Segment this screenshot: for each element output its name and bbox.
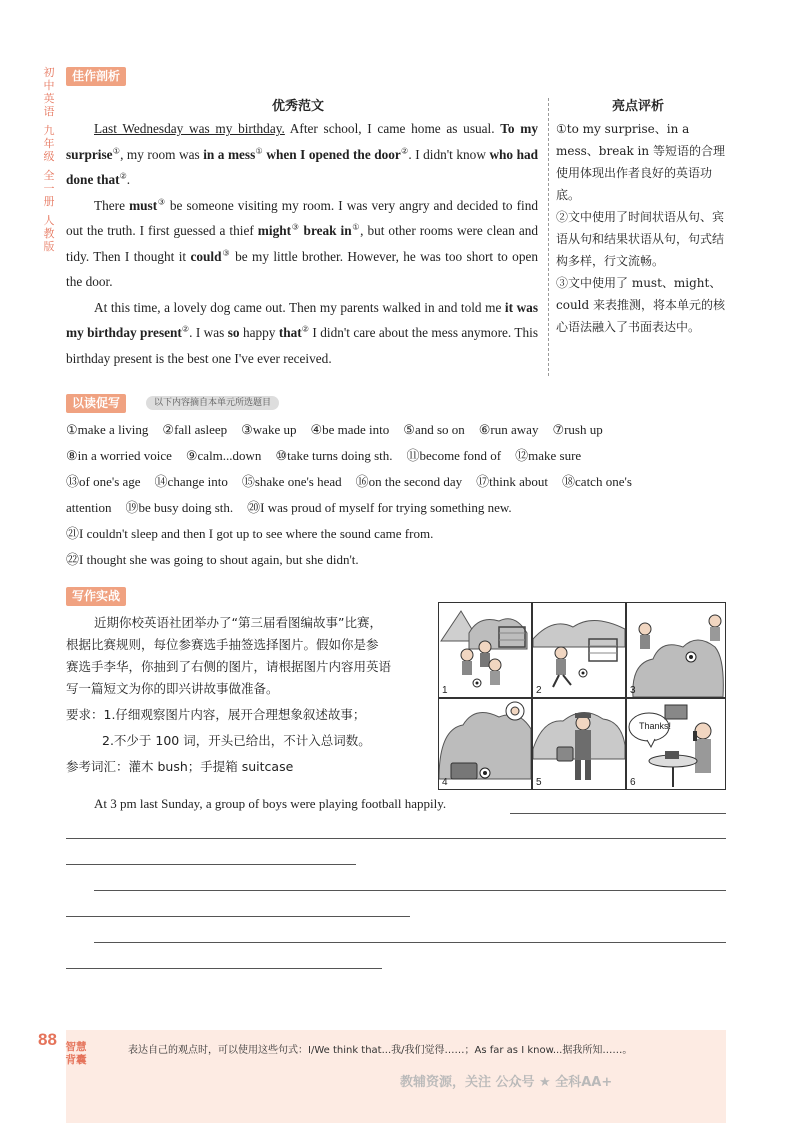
- section-note: 以下内容摘自本单元所选题目: [146, 396, 279, 410]
- section-tag-read-to-write: 以读促写: [66, 394, 126, 413]
- side-label: 初 中 英 语 九 年 级 全 一 册 人 教 版: [43, 66, 55, 253]
- panel-number: 6: [630, 777, 636, 788]
- highlight-comments: [556, 118, 728, 338]
- panel-number: 5: [536, 777, 542, 788]
- model-essay: [66, 116, 538, 371]
- suitcase-in-bushes-illustration: [439, 699, 531, 789]
- story-opening: At 3 pm last Sunday, a group of boys were playing football happily.: [94, 796, 447, 811]
- writing-line[interactable]: [66, 968, 382, 969]
- comment-item: ②文中使用了时间状语从句、宾语从句和结果状语从句，句式结构多样，行文流畅。: [556, 210, 725, 268]
- column-divider: [548, 98, 549, 376]
- panel-number: 2: [536, 685, 542, 696]
- phrase-row: ㉑I couldn't sleep and then I got up to see where the sound came from.: [66, 526, 434, 541]
- phrase-row: ㉒I thought she was going to shout again, but she didn't.: [66, 552, 359, 567]
- panel-number: 3: [630, 685, 636, 696]
- writing-line[interactable]: [94, 942, 726, 943]
- policeman-illustration: [533, 699, 625, 789]
- writing-line[interactable]: [510, 813, 726, 814]
- phrase-row: ①make a living ②fall asleep ③wake up ④be made into ⑤and so on ⑥run away ⑦rush up: [66, 422, 603, 437]
- comment-item: ①to my surprise、in a mess、break in 等短语的合理使用体现出作者良好的英语功底。: [556, 122, 725, 202]
- page-number: 88: [38, 1030, 57, 1049]
- task-instructions: 近期你校英语社团举办了“第三届看图编故事”比赛， 根据比赛规则，每位参赛选手抽签选择图片。假如你是参 赛选手李华，你抽到了右侧的图片，请根据图片内容用英语 写一篇短文为你的即兴讲故事做准备。 要求：1.仔细观察图片内容，展开合理想象叙述故事； 2.不少于 100 词，开头已给出，不计入总词数。 参考词汇：灌木 bush；手提箱 suitcase: [66, 615, 392, 774]
- phone-call-illustration: [627, 699, 725, 789]
- boys-playing-football-illustration: [439, 603, 531, 697]
- comment-heading: 亮点评析: [612, 99, 665, 114]
- comment-item: ③文中使用了 must、might、could 来表推测，将本单元的核心语法融入了书面表达中。: [556, 276, 726, 334]
- phrase-row: ⑬of one's age ⑭change into ⑮shake one's head ⑯on the second day ⑰think about ⑱catch one's: [66, 474, 632, 489]
- story-picture-grid: [438, 602, 726, 788]
- story-panel-5: [532, 698, 626, 790]
- wisdom-bag-logo: 智慧背囊: [65, 1041, 87, 1066]
- panel-number: 4: [442, 777, 448, 788]
- writing-line[interactable]: [66, 838, 726, 839]
- story-panel-4: [438, 698, 532, 790]
- writing-line[interactable]: [66, 916, 410, 917]
- writing-line[interactable]: [94, 890, 726, 891]
- watermark: 教辅资源，关注 公众号 ★ 全科AA+: [400, 1075, 613, 1090]
- essay-paragraph-3: At this time, a lovely dog came out. Then my parents walked in and told me it was my birthday present②. I was so happy that② I didn't care about the mess anymore. This birthday present is the best one I've ever received.: [66, 299, 538, 366]
- boy-kicking-ball-illustration: [533, 603, 625, 697]
- phrase-row: ⑧in a worried voice ⑨calm...down ⑩take turns doing sth. ⑪become fond of ⑫make sure: [66, 448, 582, 463]
- section-tag-writing-practice: 写作实战: [66, 587, 126, 606]
- story-panel-3: [626, 602, 726, 698]
- ball-in-bushes-illustration: [627, 603, 725, 697]
- speech-bubble-text: Thanks!: [639, 721, 672, 731]
- writing-line[interactable]: [66, 864, 356, 865]
- footer-tip: 表达自己的观点时，可以使用这些句式：I/We think that...我/我们觉得……；As far as I know...据我所知……。: [128, 1045, 633, 1056]
- essay-paragraph-1: Last Wednesday was my birthday. After school, I came home as usual. To my surprise①, my room was in a mess① when I opened the door②. I didn't know who had done that②.: [66, 121, 539, 187]
- story-panel-2: [532, 602, 626, 698]
- story-panel-1: [438, 602, 532, 698]
- panel-number: 1: [442, 685, 448, 696]
- essay-paragraph-2: There must③ be someone visiting my room. I was very angry and decided to find out the truth. I first guessed a thief might③ break in①, but other rooms were clean and tidy. Then I thought it could③ be my little brother. However, he was too short to open the door.: [66, 197, 539, 289]
- essay-heading: 优秀范文: [272, 99, 325, 114]
- story-panel-6: [626, 698, 726, 790]
- section-tag-model-essay: 佳作剖析: [66, 67, 126, 86]
- phrase-row: attention ⑲be busy doing sth. ⑳I was proud of myself for trying something new.: [66, 500, 512, 515]
